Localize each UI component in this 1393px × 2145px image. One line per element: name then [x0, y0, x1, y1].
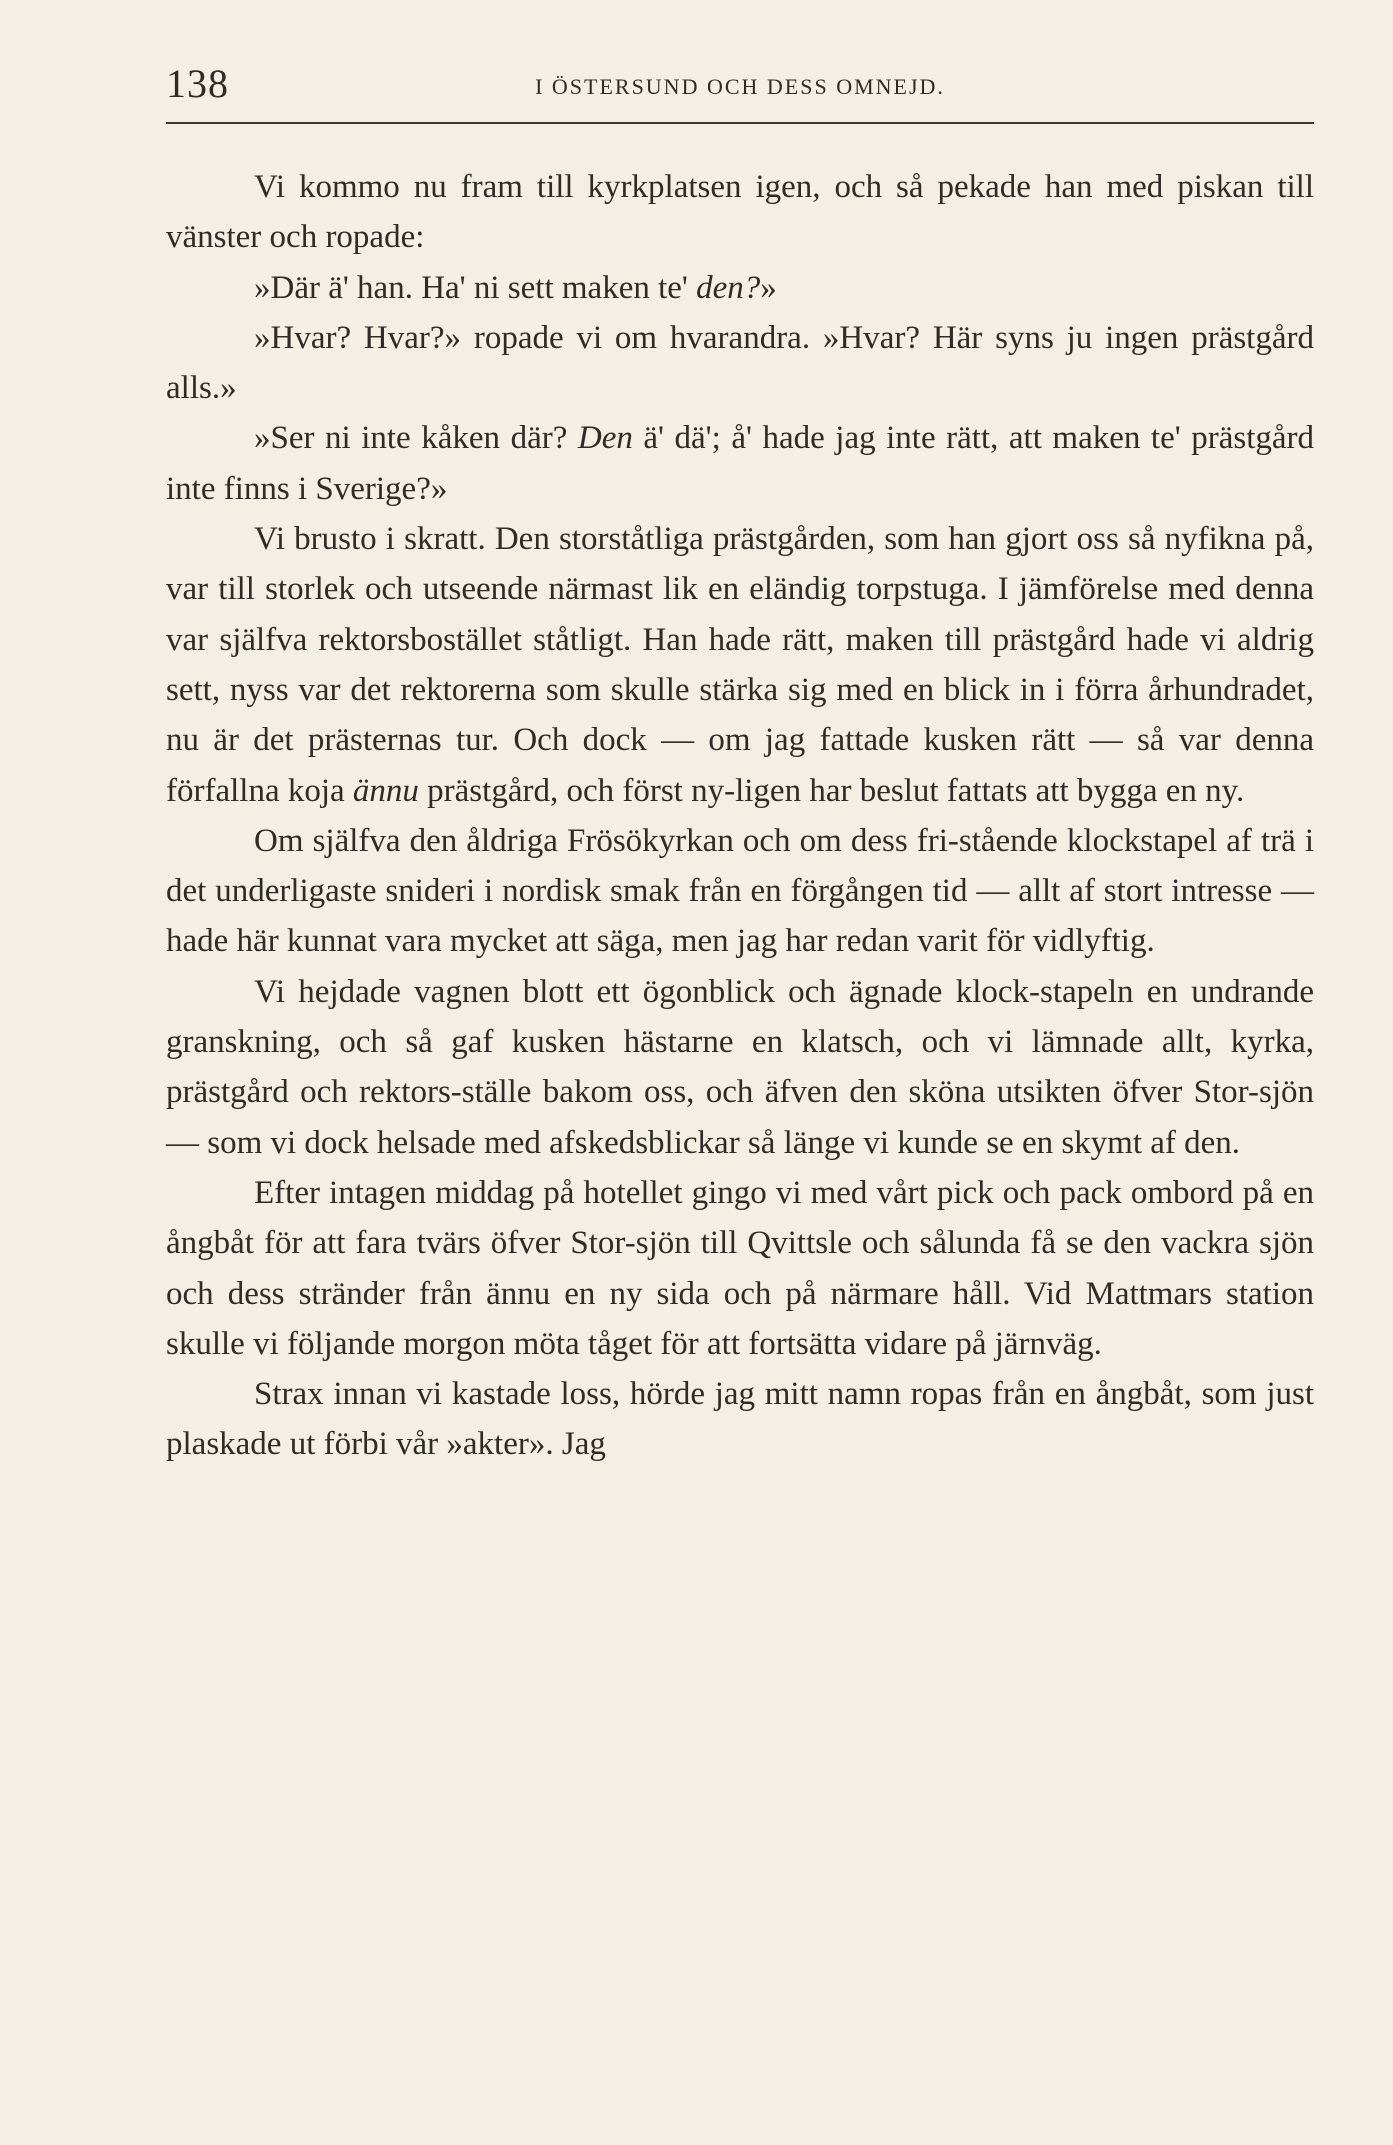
paragraph — [166, 1369, 1314, 1470]
text-run: ä' dä'; å' hade jag inte rätt, att maken te' prästgård inte finns i Sverige?» — [166, 420, 1314, 507]
text-run: Vi hejdade vagnen blott ett ögonblick och ägnade klock-stapeln en undrande granskning, och så gaf kusken hästarne en klatsch, och vi lämnade allt, kyrka, prästgård och rektors-ställe bakom oss, och äfven den sköna utsikten öfver Stor-sjön — som vi dock helsade med afskedsblickar så länge vi kunde se en skymt af den. — [166, 973, 1314, 1161]
text-run: Om själfva den åldriga Frösökyrkan och om dess fri-stående klockstapel af trä i det underligaste snideri i nordisk smak från en förgången tid — allt af stort intresse — hade här kunnat vara mycket att säga, men jag har redan varit för vidlyftig. — [166, 822, 1314, 960]
paragraph — [166, 162, 1314, 263]
text-run: » — [760, 269, 777, 306]
text-run: Strax innan vi kastade loss, hörde jag mitt namn ropas från en ångbåt, som just plaskade ut förbi vår »akter». Jag — [166, 1376, 1314, 1463]
page-number: 138 — [166, 61, 229, 106]
page-header — [166, 60, 1314, 116]
text-run: prästgård, och först ny-ligen har beslut fattats att bygga en ny. — [418, 772, 1245, 809]
paragraph — [166, 967, 1314, 1168]
paragraph — [166, 816, 1314, 967]
running-title: I ÖSTERSUND OCH DESS OMNEJD. — [535, 74, 945, 99]
paragraph — [166, 1168, 1314, 1369]
text-run: »Ser ni inte kåken där? — [254, 420, 578, 457]
text-run: »Hvar? Hvar?» ropade vi om hvarandra. »Hvar? Här syns ju ingen prästgård alls.» — [166, 319, 1314, 407]
paragraph — [166, 263, 1314, 313]
italic-text: Den — [577, 420, 633, 457]
text-run: Efter intagen middag på hotellet gingo vi med vårt pick och pack ombord på en ångbåt för att fara tvärs öfver Stor-sjön till Qvittsle och sålunda få se den vackra sjön och dess stränder från ännu en ny sida och på närmare håll. Vid Mattmars station skulle vi följande morgon möta tåget för att fortsätta vidare på järnväg. — [166, 1174, 1314, 1362]
header-rule — [166, 122, 1314, 124]
text-run: »Där ä' han. Ha' ni sett maken te' — [254, 269, 697, 306]
body-text — [166, 162, 1314, 1470]
paragraph — [166, 514, 1314, 816]
italic-text: den? — [696, 269, 761, 306]
paragraph — [166, 313, 1314, 414]
italic-text: ännu — [352, 772, 419, 809]
text-run: Vi brusto i skratt. Den storståtliga prästgården, som han gjort oss så nyfikna på, var till storlek och utseende närmast lik en eländig torpstuga. I jämförelse med denna var själfva rektorsbostället ståtligt. Han hade rätt, maken till prästgård hade vi aldrig sett, nyss var det rektorerna som skulle stärka sig med en blick in i förra århundradet, nu är det prästernas tur. Och dock — om jag fattade kusken rätt — så var denna förfallna koja — [166, 521, 1314, 809]
text-run: Vi kommo nu fram till kyrkplatsen igen, och så pekade han med piskan till vänster och ropade: — [166, 169, 1314, 256]
paragraph — [166, 413, 1314, 514]
